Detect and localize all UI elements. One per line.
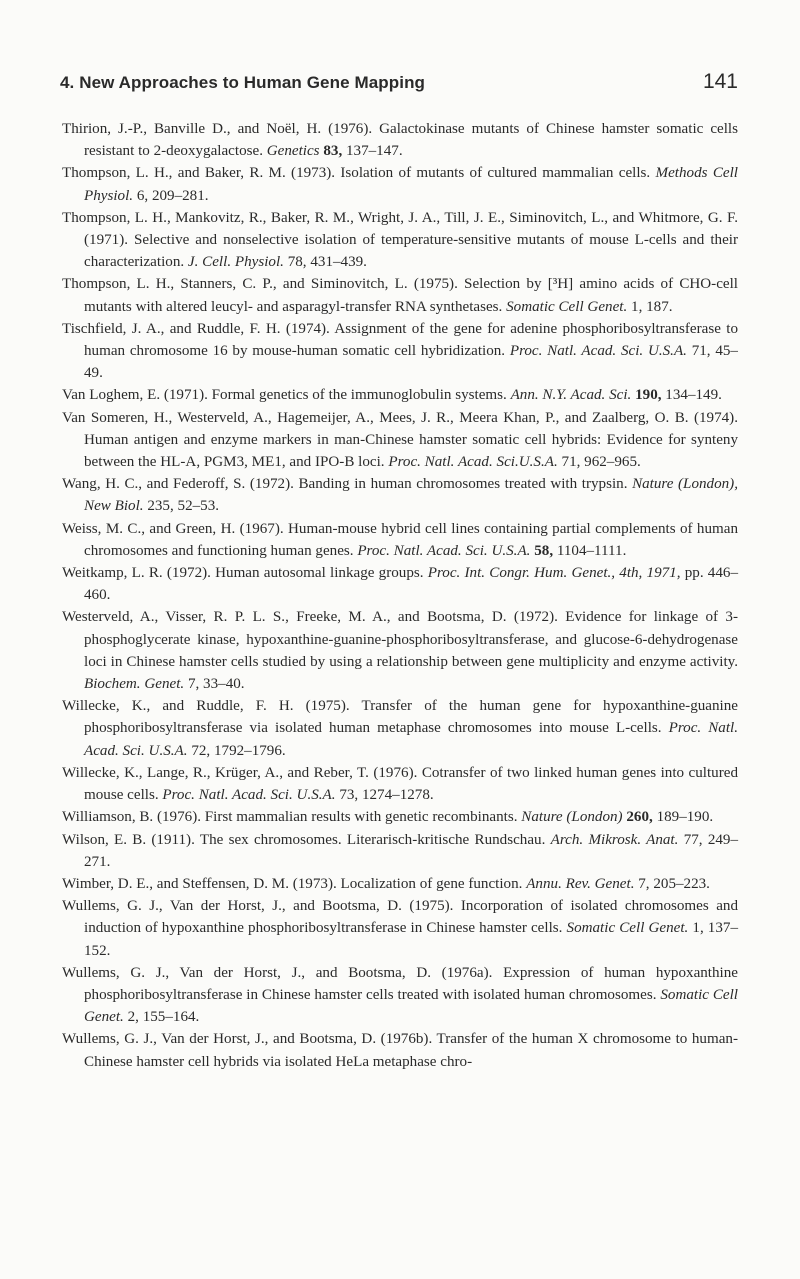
ref-pages: 134–149.	[661, 387, 722, 404]
ref-pages: 1104–1111.	[553, 542, 627, 559]
ref-authors-title: Wang, H. C., and Federoff, S. (1972). Banding in human chromosomes treated with trypsin.	[62, 476, 633, 493]
reference-entry	[62, 873, 738, 895]
ref-journal: Proc. Natl. Acad. Sci. U.S.A.	[357, 542, 531, 559]
ref-pages: pp. 446–460.	[84, 565, 738, 604]
ref-journal: Methods Cell Physiol.	[84, 165, 738, 204]
ref-journal: Nature (London)	[521, 809, 623, 826]
ref-volume: 260,	[626, 809, 653, 826]
reference-entry	[62, 118, 738, 162]
ref-authors-title: Van Someren, H., Westerveld, A., Hagemeijer, A., Mees, J. R., Meera Khan, P., and Zaalberg, O. B. (1974). Human antigen and enzyme markers in man-Chinese hamster somatic cell hybrids: Evidence for synteny between the HL-A, PGM3, ME1, and IPO-B loci.	[62, 409, 738, 471]
ref-pages: 249–271.	[84, 831, 739, 870]
reference-entry	[62, 829, 738, 873]
ref-volume: 73,	[339, 787, 359, 804]
ref-pages: 33–40.	[199, 676, 245, 693]
ref-journal: Somatic Cell Genet.	[84, 986, 738, 1026]
running-header	[60, 70, 738, 94]
reference-entry	[62, 518, 738, 562]
ref-volume: 190,	[635, 387, 662, 404]
ref-authors-title: Weitkamp, L. R. (1972). Human autosomal linkage groups.	[62, 565, 428, 582]
ref-pages: 209–281.	[148, 187, 209, 204]
ref-authors-title: Wimber, D. E., and Steffensen, D. M. (1973). Localization of gene function.	[62, 875, 527, 892]
ref-volume: 72,	[191, 742, 211, 759]
ref-volume: 83,	[323, 143, 343, 160]
ref-volume: 77,	[683, 831, 703, 848]
ref-authors-title: Wullems, G. J., Van der Horst, J., and Bootsma, D. (1975). Incorporation of isolated chromosomes and induction of hypoxanthine phosphoribosyltransferase in Chinese hamster cells.	[62, 898, 738, 937]
ref-authors-title: Willecke, K., Lange, R., Krüger, A., and Reber, T. (1976). Cotransfer of two linked human genes into cultured mouse cells.	[62, 764, 738, 804]
reference-entry	[62, 762, 738, 806]
ref-volume: 78,	[287, 254, 307, 271]
ref-volume: 1,	[692, 920, 704, 937]
ref-volume: 1,	[631, 298, 643, 315]
ref-pages: 1792–1796.	[210, 742, 286, 759]
ref-authors-title: Williamson, B. (1976). First mammalian results with genetic recombinants.	[62, 809, 522, 826]
reference-entry	[62, 207, 738, 274]
reference-entry	[62, 273, 738, 317]
ref-authors-title: Westerveld, A., Visser, R. P. L. S., Freeke, M. A., and Bootsma, D. (1972). Evidence for linkage of 3-phosphoglycerate kinase, hypoxanthine-guanine-phosphoribosyltransferase, and glucose-6-dehydrogenase loci in Chinese hamster cells studied by using a relationship between gene multiplicity and enzyme activity.	[62, 609, 738, 670]
ref-journal: Somatic Cell Genet.	[506, 298, 628, 315]
ref-journal: Proc. Natl. Acad. Sci. U.S.A.	[84, 720, 739, 759]
ref-pages: 962–965.	[580, 454, 641, 471]
reference-entry	[62, 962, 738, 1029]
ref-authors-title: Wilson, E. B. (1911). The sex chromosomes. Literarisch-kritische Rundschau.	[62, 831, 551, 848]
ref-pages: 52–53.	[173, 498, 220, 515]
ref-pages: 137–147.	[342, 143, 403, 160]
ref-authors-title: Van Loghem, E. (1971). Formal genetics of the immunoglobulin systems.	[62, 387, 511, 404]
ref-authors-title: Thirion, J.-P., Banville D., and Noël, H. (1976). Galactokinase mutants of Chinese hamster somatic cells resistant to 2-deoxygalactose.	[62, 121, 738, 160]
ref-pages: 431–439.	[306, 254, 367, 271]
ref-volume: 7,	[638, 875, 650, 892]
ref-volume: 235,	[147, 498, 174, 515]
reference-entry	[62, 318, 738, 385]
reference-entry	[62, 1028, 738, 1072]
page-number: 141	[702, 70, 738, 93]
reference-entry	[62, 162, 738, 206]
reference-entry	[62, 806, 738, 828]
ref-journal: Proc. Natl. Acad. Sci.U.S.A.	[388, 454, 558, 471]
ref-journal: Annu. Rev. Genet.	[526, 875, 635, 892]
ref-authors-title: Weiss, M. C., and Green, H. (1967). Human-mouse hybrid cell lines containing partial complements of human chromosomes and functioning human genes.	[62, 520, 738, 559]
ref-authors-title: Wullems, G. J., Van der Horst, J., and Bootsma, D. (1976a). Expression of human hypoxanthine phosphoribosyltransferase in Chinese hamster cells treated with isolated human chromosomes.	[62, 964, 738, 1003]
reference-entry	[62, 895, 738, 962]
ref-volume: 58,	[534, 542, 554, 559]
ref-authors-title: Willecke, K., and Ruddle, F. H. (1975). Transfer of the human gene for hypoxanthine-guanine phosphoribosyltransferase via isolated human metaphase chromosomes into mouse L-cells.	[62, 698, 738, 737]
ref-journal: Genetics	[266, 143, 320, 160]
ref-journal: Ann. N.Y. Acad. Sci.	[510, 387, 632, 404]
ref-journal: J. Cell. Physiol.	[187, 254, 284, 271]
ref-volume: 71,	[691, 343, 711, 360]
reference-entry	[62, 384, 738, 406]
ref-journal: Somatic Cell Genet.	[566, 920, 689, 937]
ref-journal: Arch. Mikrosk. Anat.	[550, 831, 679, 848]
ref-pages: 205–223.	[649, 875, 710, 892]
ref-volume: 6,	[136, 187, 149, 204]
reference-entry	[62, 695, 738, 762]
ref-volume: 2,	[127, 1009, 139, 1026]
ref-journal: Proc. Natl. Acad. Sci. U.S.A.	[509, 343, 687, 360]
ref-authors-title: Wullems, G. J., Van der Horst, J., and Bootsma, D. (1976b). Transfer of the human X chromosome to human-Chinese hamster cell hybrids via isolated HeLa metaphase chro-	[62, 1031, 738, 1070]
ref-authors-title: Tischfield, J. A., and Ruddle, F. H. (1974). Assignment of the gene for adenine phosphoribosyltransferase to human chromosome 16 by mouse-human somatic cell hybridization.	[62, 320, 738, 360]
ref-volume: 7,	[187, 676, 200, 693]
ref-pages: 1274–1278.	[358, 787, 434, 804]
ref-authors-title: Thompson, L. H., Stanners, C. P., and Siminovitch, L. (1975). Selection by [³H] amino acids of CHO-cell mutants with altered leucyl- and asparagyl-transfer RNA synthetases.	[62, 276, 738, 315]
ref-journal: Proc. Natl. Acad. Sci. U.S.A.	[162, 787, 336, 804]
chapter-title: 4. New Approaches to Human Gene Mapping	[60, 73, 426, 92]
ref-journal: Biochem. Genet.	[84, 676, 185, 693]
ref-pages: 155–164.	[138, 1009, 200, 1026]
ref-authors-title: Thompson, L. H., and Baker, R. M. (1973). Isolation of mutants of cultured mammalian cells.	[62, 165, 656, 182]
ref-pages: 187.	[642, 298, 673, 315]
ref-pages: 189–190.	[652, 809, 714, 826]
ref-pages: 137–152.	[84, 920, 738, 959]
ref-pages: 45–49.	[84, 343, 738, 382]
ref-journal: Proc. Int. Congr. Hum. Genet., 4th, 1971,	[427, 565, 681, 582]
reference-entry	[62, 562, 738, 606]
reference-entry	[62, 606, 738, 695]
ref-authors-title: Thompson, L. H., Mankovitz, R., Baker, R. M., Wright, J. A., Till, J. E., Siminovitch, L., and Whitmore, G. F. (1971). Selective and nonselective isolation of temperature-sensitive mutants of mouse L-cells and their characterization.	[62, 209, 738, 271]
ref-journal: Nature (London), New Biol.	[84, 476, 738, 515]
reference-entry	[62, 407, 738, 474]
reference-list	[62, 118, 738, 1073]
ref-volume: 71,	[561, 454, 581, 471]
reference-entry	[62, 473, 738, 517]
